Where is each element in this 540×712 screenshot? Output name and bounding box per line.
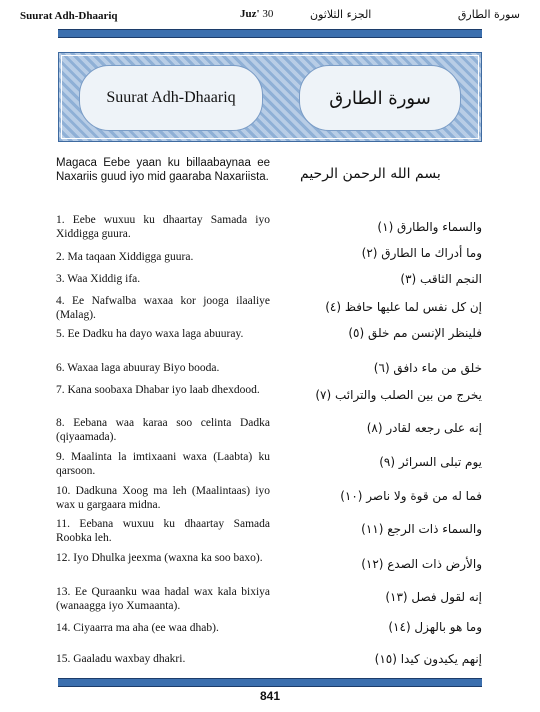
verse-2-text: 2. Ma taqaan Xiddigga guura. (56, 251, 194, 263)
verse-5-arabic: فلينظر الإنسن مم خلق (٥) (348, 326, 482, 340)
verse-6-text: 6. Waxaa laga abuuray Biyo booda. (56, 362, 220, 374)
verse-15-arabic: إنهم يكيدون كيدا (١٥) (374, 652, 482, 666)
page-header (20, 6, 520, 26)
verse-3-text: 3. Waa Xiddig ifa. (56, 273, 141, 285)
verse-2-arabic: وما أدراك ما الطارق (٢) (361, 246, 482, 260)
verse-10-text: 10. Dadkuna Xoog ma leh (Maalintaas) iyo wax u gargaara midna. (56, 485, 270, 511)
page-number: 841 (259, 689, 281, 703)
verse-8-arabic: إنه على رجعه لقادر (٨) (366, 421, 482, 435)
top-rule (58, 29, 482, 38)
header-juz-arabic: الجزء الثلاثون (310, 8, 372, 21)
header-surah-arabic: سورة الطارق (457, 8, 520, 21)
verse-5-text: 5. Ee Dadku ha dayo waxa laga abuuray. (56, 328, 244, 340)
header-surah-title: Suurat Adh-Dhaariq (20, 10, 118, 22)
verse-8-text: 8. Eebana waa karaa soo celinta Dadka (qiyaamada). (56, 417, 270, 443)
verse-4-text: 4. Ee Nafwalba waxaa kor jooga ilaaliye (Malag). (56, 295, 270, 321)
verse-15-text: 15. Gaaladu waxbay dhakri. (56, 653, 186, 665)
title-cartouche (79, 65, 263, 131)
header-juz (240, 8, 273, 20)
verse-10-arabic: فما له من قوة ولا ناصر (١٠) (340, 489, 482, 503)
surah-arabic-title: سورة الطارق (329, 87, 431, 109)
basmala-text: بسم الله الرحمن الرحيم (300, 166, 441, 182)
verse-12-text: 12. Iyo Dhulka jeexma (waxna ka soo baxo). (56, 552, 263, 564)
verse-11-arabic: والسماء ذات الرجع (١١) (361, 522, 482, 536)
verse-12-arabic: والأرض ذات الصدع (١٢) (361, 557, 482, 571)
verse-14-text: 14. Ciyaarra ma aha (ee waa dhab). (56, 622, 219, 634)
intro-text: Magaca Eebe yaan ku billaabaynaa ee Naxariis guud iyo mid gaaraba Naxariista. (56, 157, 270, 183)
verse-14-arabic: وما هو بالهزل (١٤) (388, 620, 482, 634)
verse-1-text: 1. Eebe wuxuu ku dhaartay Samada iyo Xiddigga guura. (56, 214, 270, 240)
title-panel (58, 52, 482, 142)
verse-1-arabic: والسماء والطارق (١) (377, 220, 482, 234)
verse-6-arabic: خلق من ماء دافق (٦) (373, 361, 482, 375)
surah-title: Suurat Adh-Dhaariq (106, 89, 236, 106)
bottom-rule (58, 678, 482, 687)
verse-13-text: 13. Ee Quraanku waa hadal wax kala bixiya (wanaagga iyo Xumaanta). (56, 586, 270, 612)
verse-4-arabic: إن كل نفس لما عليها حافظ (٤) (325, 300, 482, 314)
verse-13-arabic: إنه لقول فصل (١٣) (385, 590, 482, 604)
verse-9-arabic: يوم تبلى السرائر (٩) (379, 455, 482, 469)
arabic-title-cartouche (299, 65, 461, 131)
header-juz-number: 30 (262, 8, 274, 20)
verse-7-text: 7. Kana soobaxa Dhabar iyo laab dhexdood. (56, 384, 260, 396)
verse-3-arabic: النجم الثاقب (٣) (400, 272, 482, 286)
verse-9-text: 9. Maalinta la imtixaani waxa (Laabta) ku qarsoon. (56, 451, 270, 477)
verse-11-text: 11. Eebana wuxuu ku dhaartay Samada Roobka leh. (56, 518, 270, 544)
verse-7-arabic: يخرج من بين الصلب والترائب (٧) (315, 388, 482, 402)
header-juz-label: Juz' (240, 8, 260, 20)
